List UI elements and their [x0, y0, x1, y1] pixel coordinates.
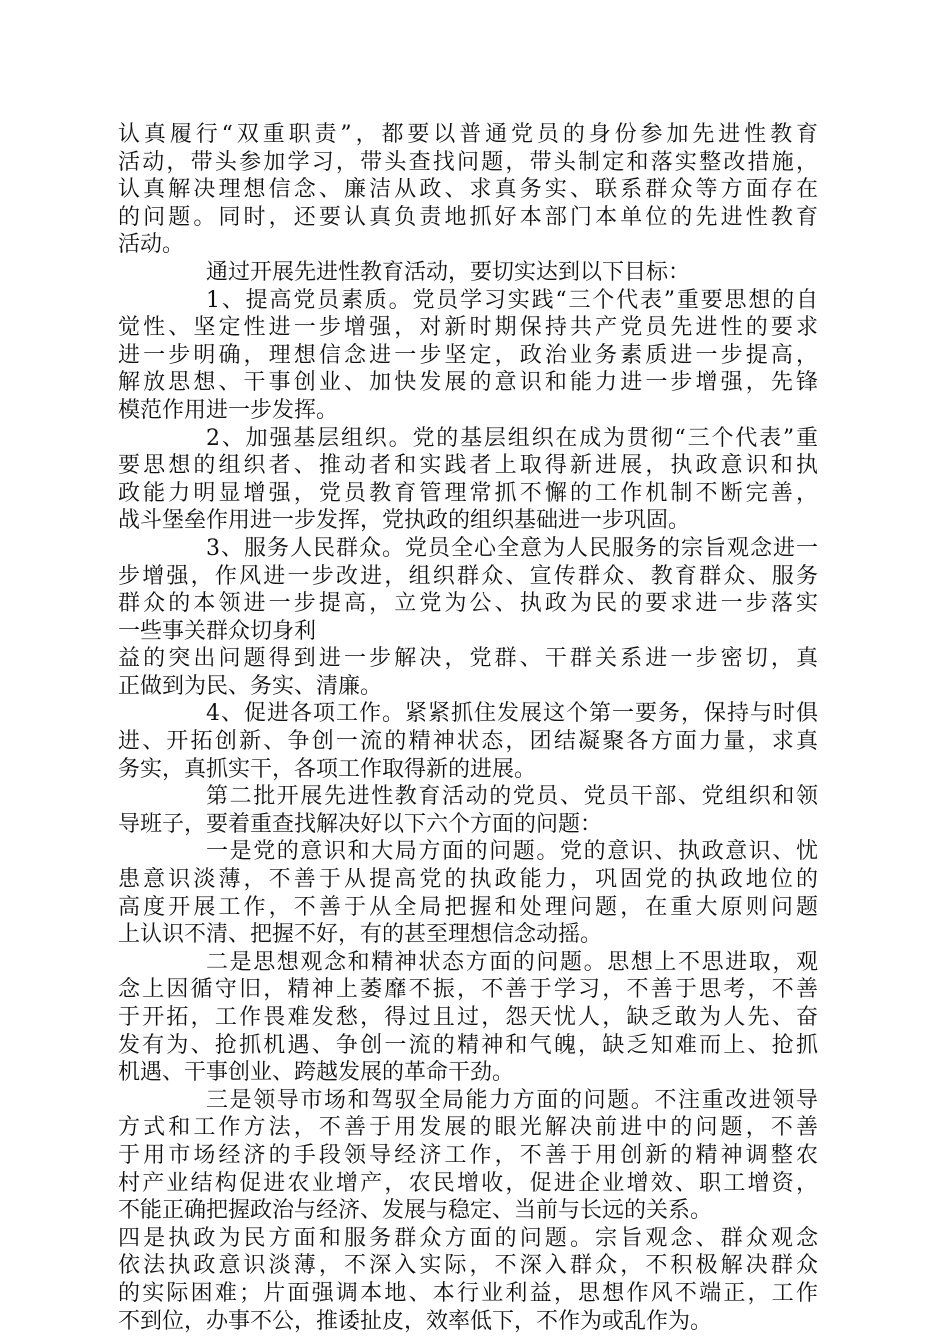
text-line: 一是党的意识和大局方面的问题。党的意识、执政意识、忧: [206, 839, 818, 865]
text-line: 机遇、干事创业、跨越发展的革命干劲。: [118, 1060, 515, 1086]
text-line: 觉性、坚定性进一步增强，对新时期保持共产党员先进性的要求: [118, 315, 818, 341]
text-line: 群众的本领进一步提高，立党为公、执政为民的要求进一步落实: [118, 591, 818, 617]
text-line: 村产业结构促进农业增产，农民增收，促进企业增效、职工增资，: [118, 1170, 818, 1196]
text-line: 通过开展先进性教育活动，要切实达到以下目标：: [206, 259, 691, 285]
text-line: 进一步明确，理想信念进一步坚定，政治业务素质进一步提高，: [118, 342, 818, 368]
text-line: 政能力明显增强，党员教育管理常抓不懈的工作机制不断完善，: [118, 480, 818, 506]
text-line: 解放思想、干事创业、加快发展的意识和能力进一步增强，先锋: [118, 370, 818, 396]
text-line: 1、提高党员素质。党员学习实践“三个代表”重要思想的自: [206, 287, 818, 313]
text-line: 于用市场经济的手段领导经济工作，不善于用创新的精神调整农: [118, 1142, 818, 1168]
text-line: 务实，真抓实干，各项工作取得新的进展。: [118, 756, 537, 782]
text-line: 一些事关群众切身利: [118, 618, 317, 644]
text-line: 上认识不清、把握不好，有的甚至理想信念动摇。: [118, 922, 603, 948]
text-line: 念上因循守旧，精神上萎靡不振，不善于学习，不善于思考，不善: [118, 977, 818, 1003]
text-line: 战斗堡垒作用进一步发挥，党执政的组织基础进一步巩固。: [118, 508, 691, 534]
text-line: 2、加强基层组织。党的基层组织在成为贯彻“三个代表”重: [206, 425, 818, 451]
text-line: 方式和工作方法，不善于用发展的眼光解决前进中的问题，不善: [118, 1115, 818, 1141]
text-line: 不到位，办事不公，推诿扯皮，效率低下，不作为或乱作为。: [118, 1308, 713, 1334]
text-line: 四是执政为民方面和服务群众方面的问题。宗旨观念、群众观念: [118, 1225, 818, 1251]
text-line: 4、促进各项工作。紧紧抓住发展这个第一要务，保持与时俱: [206, 701, 818, 727]
text-line: 发有为、抢抓机遇、争创一流的精神和气魄，缺乏知难而上、抢抓: [118, 1032, 818, 1058]
text-line: 认真履行“双重职责”，都要以普通党员的身份参加先进性教育: [118, 122, 818, 147]
text-line: 不能正确把握政治与经济、发展与稳定、当前与长远的关系。: [118, 1198, 713, 1224]
text-line: 于开拓，工作畏难发愁，得过且过，怨天忧人，缺乏敢为人先、奋: [118, 1005, 818, 1030]
text-line: 正做到为民、务实、清廉。: [118, 673, 383, 699]
text-line: 二是思想观念和精神状态方面的问题。思想上不思进取，观: [206, 949, 818, 975]
text-line: 3、服务人民群众。党员全心全意为人民服务的宗旨观念进一: [206, 535, 818, 561]
text-line: 的实际困难；片面强调本地、本行业利益，思想作风不端正，工作: [118, 1280, 818, 1306]
text-line: 患意识淡薄，不善于从提高党的执政能力，巩固党的执政地位的: [118, 867, 818, 893]
text-line: 导班子，要着重查找解决好以下六个方面的问题：: [118, 811, 603, 837]
text-line: 活动。: [118, 232, 185, 258]
text-line: 第二批开展先进性教育活动的党员、党员干部、党组织和领: [206, 784, 818, 810]
text-line: 要思想的组织者、推动者和实践者上取得新进展，执政意识和执: [118, 453, 818, 479]
text-line: 依法执政意识淡薄，不深入实际，不深入群众，不积极解决群众: [118, 1253, 818, 1279]
text-line: 进、开拓创新、争创一流的精神状态，团结凝聚各方面力量，求真: [118, 729, 818, 755]
document-body: [118, 121, 818, 1335]
text-line: 高度开展工作，不善于从全局把握和处理问题，在重大原则问题: [118, 894, 818, 920]
text-line: 步增强，作风进一步改进，组织群众、宣传群众、教育群众、服务: [118, 563, 818, 589]
text-line: 的问题。同时，还要认真负责地抓好本部门本单位的先进性教育: [118, 204, 818, 230]
text-line: 三是领导市场和驾驭全局能力方面的问题。不注重改进领导: [206, 1087, 818, 1113]
text-line: 模范作用进一步发挥。: [118, 397, 339, 423]
text-line: 益的突出问题得到进一步解决，党群、干群关系进一步密切，真: [118, 646, 818, 672]
text-line: 认真解决理想信念、廉洁从政、求真务实、联系群众等方面存在: [118, 177, 818, 203]
text-line: 活动，带头参加学习，带头查找问题，带头制定和落实整改措施，: [118, 149, 818, 175]
